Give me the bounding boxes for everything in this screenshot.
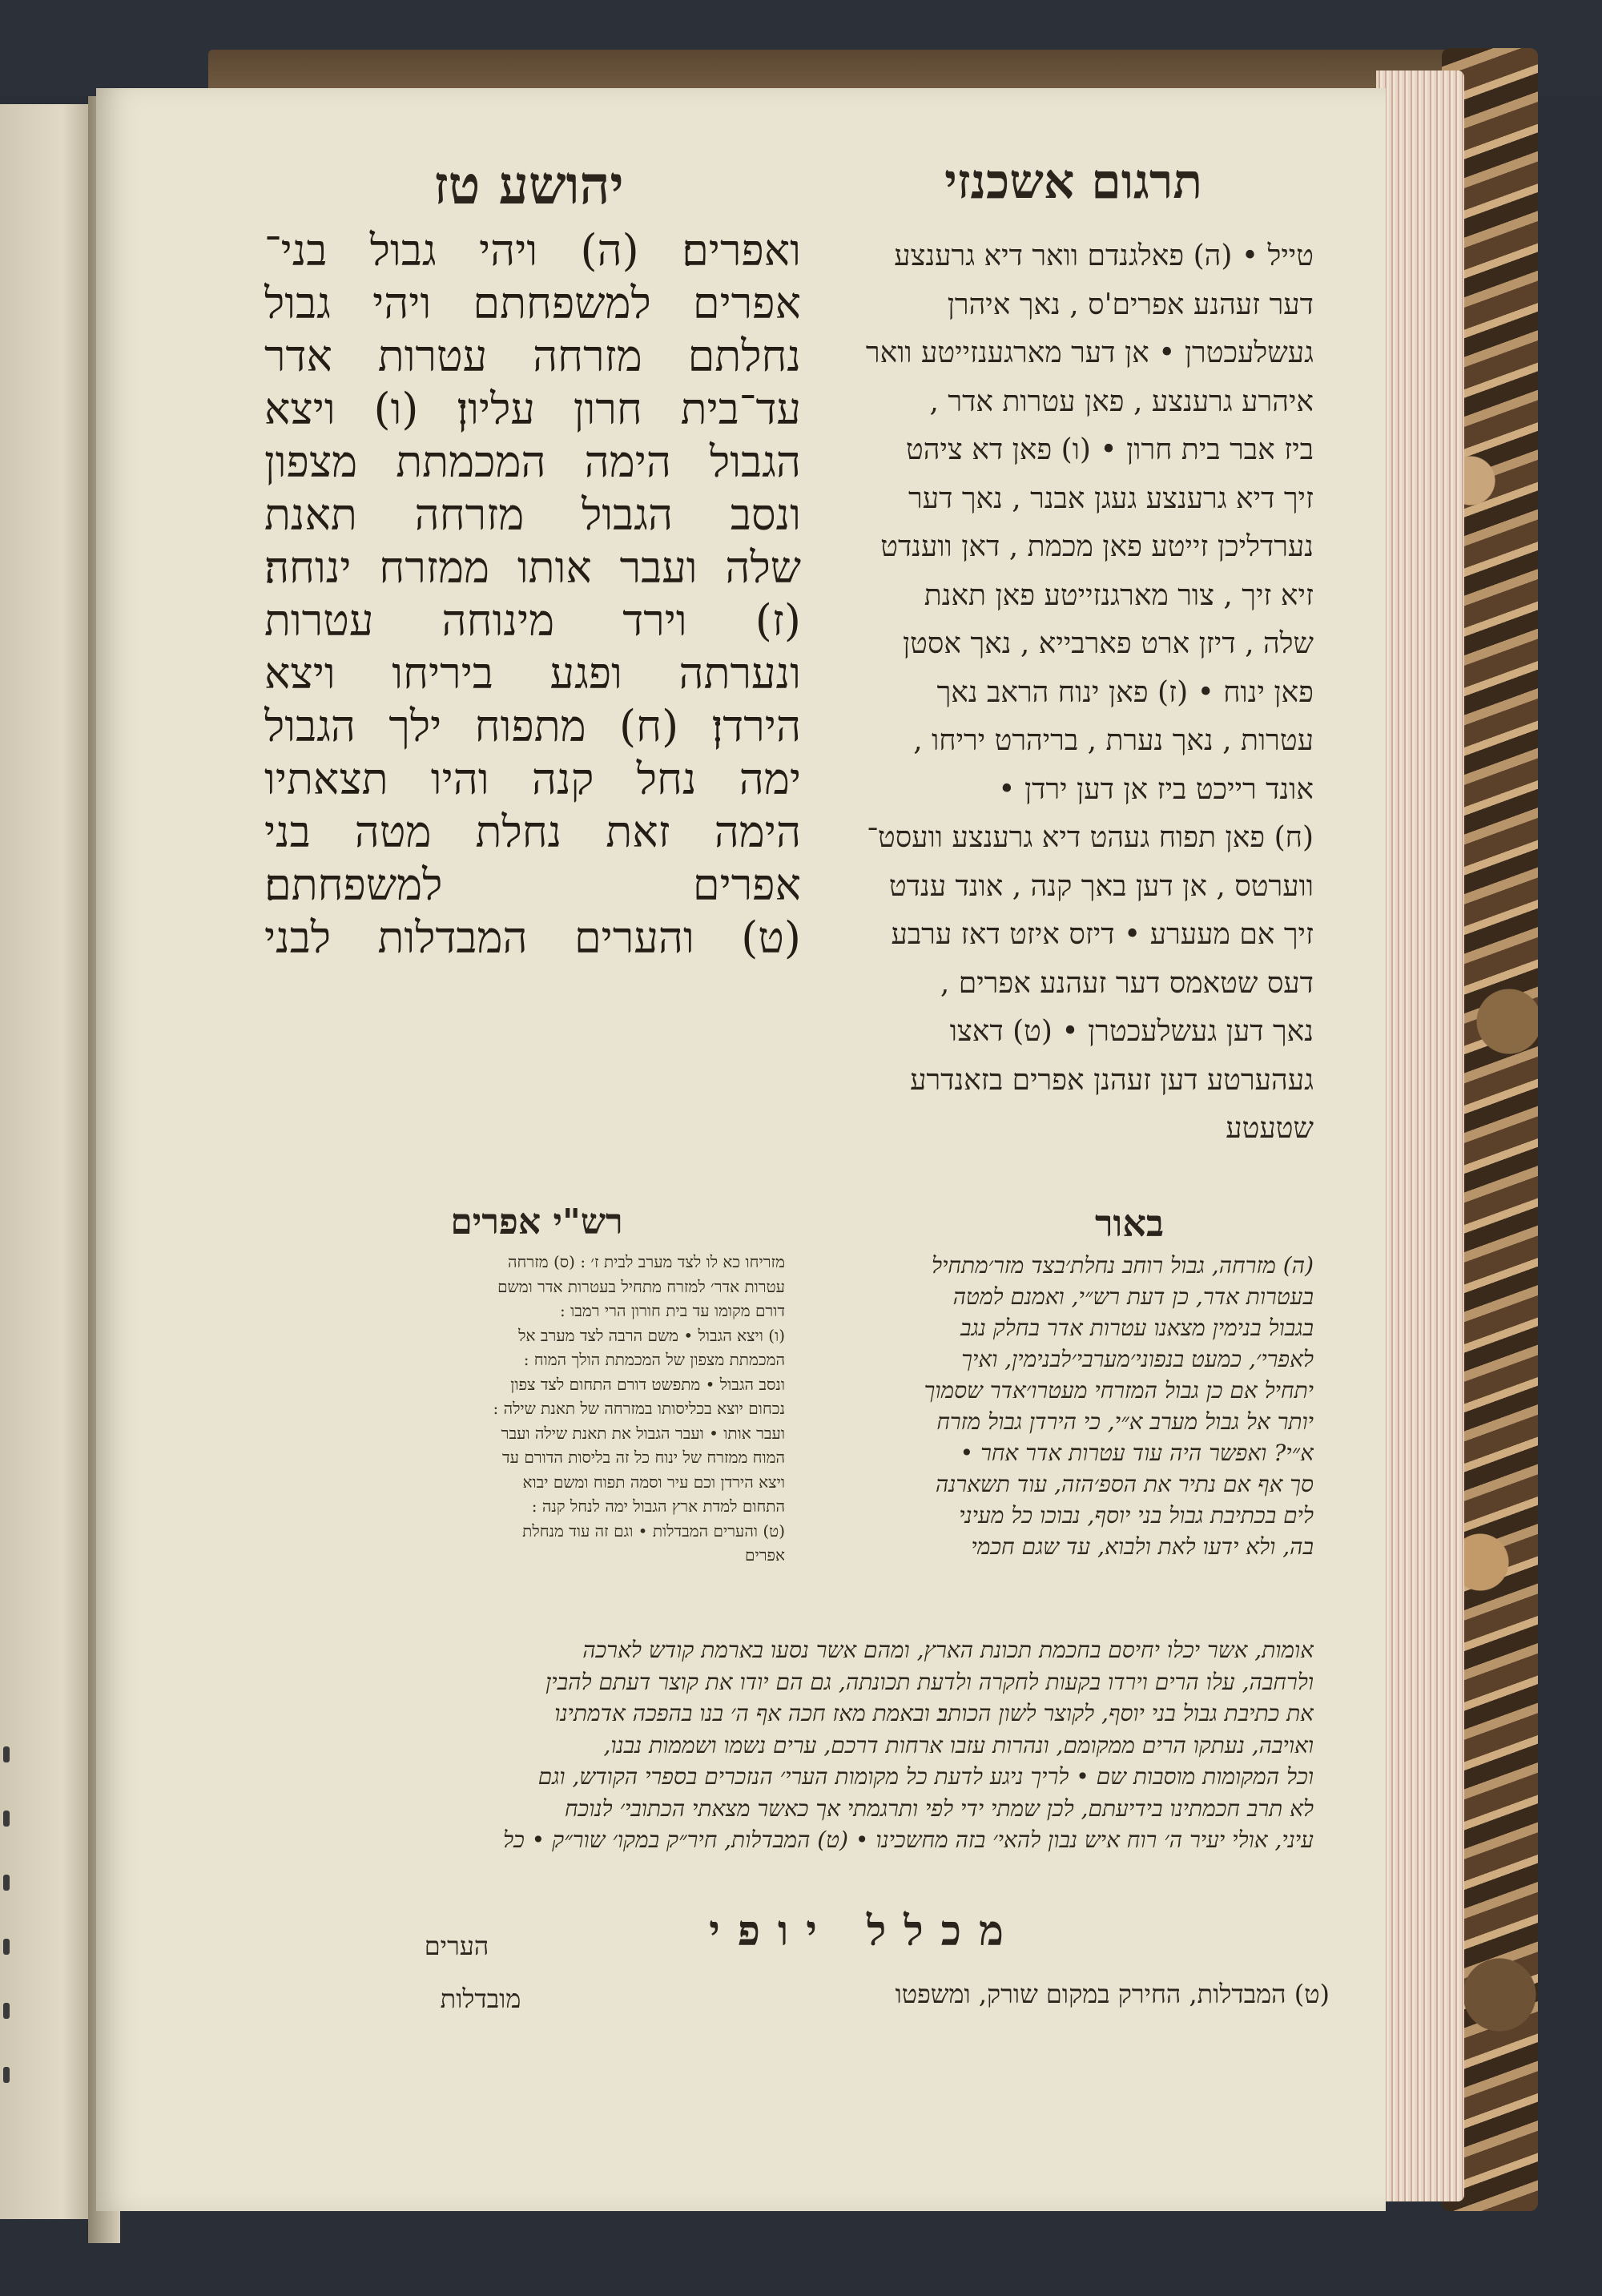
- commentary-line: ועבר אותו • ועבר הגבול את תאנת שילה ועבר: [501, 1423, 785, 1443]
- biur-commentary: [801, 1250, 1314, 1562]
- scripture-line: הימה זאת נחלת מטה בני: [264, 807, 801, 857]
- commentary-line: דורם מקומו עד בית חורון הרי רמבו :: [560, 1301, 785, 1320]
- commentary-line: (ה) מזרחה, גבול רוחב נחלת׳בצד מזר׳מתחיל: [931, 1252, 1314, 1279]
- commentary-line: וכל המקומות מוסבות שם • לריך ניגע לדעת כל מקומות הערי׳ הנזכרים בספרי הקודש, וגם: [537, 1763, 1314, 1790]
- hebrew-scripture-column: [264, 224, 801, 965]
- scripture-line: ימה נחל קנה והיו תצאתיו: [264, 754, 801, 804]
- commentary-line: מזריחו כא לו לצד מערב לבית ז׳ : (ס) מזרחה: [508, 1252, 785, 1271]
- page-header-book-chapter: יהושע טז: [433, 154, 624, 216]
- scripture-line: (ט) והערים המבדלות לבני: [264, 912, 801, 963]
- mikhlal-word-2: מובדלות: [440, 1984, 521, 2014]
- commentary-line: המוח ממזרח של ינוח כל זה בליסות הדורם עד: [502, 1448, 785, 1467]
- page-edges: [1376, 70, 1464, 2201]
- commentary-line: המכמתת מצפון של המכמתת הולך המוח :: [523, 1350, 785, 1369]
- mikhlal-yofi-heading: מכלל יופי: [709, 1907, 1021, 1956]
- translation-line: שטעטע: [1226, 1112, 1314, 1145]
- book-page: [96, 88, 1386, 2211]
- commentary-line: נכחום יוצא בכליסותו במזרחה של תאנת שילה :: [493, 1399, 785, 1418]
- scripture-line: הגבול הימה המכמתת מצפון: [264, 437, 801, 487]
- translation-line: (ח) פאן תפוח געהט דיא גרענצע וועסט־: [867, 821, 1314, 854]
- commentary-line: ונסב הגבול • מתפשט דורם התחום לצד צפון: [510, 1374, 785, 1394]
- biur-commentary-continued: [240, 1634, 1314, 1856]
- commentary-line: בעטרות אדר, כן דעת רש״י, ואמנם למטה: [952, 1283, 1314, 1310]
- translation-line: נאך דען געשלעכטרן • (ט) דאצו: [949, 1015, 1314, 1048]
- translation-line: זיך אם מעערע • דיזס איזט דאז ערבע: [891, 918, 1314, 951]
- commentary-line: לא תרב חכמתינו בידיעתם, לכן שמתי ידי לפי ותרגמתי אך כאשר מצאתי הכתובי׳ לנוכח: [564, 1795, 1314, 1822]
- commentary-line: בה, ולא ידעו לאת ולבוא, עד שגם חכמי: [971, 1533, 1314, 1560]
- scripture-line: עד־בית חרון עליון׃ (ו) ויצא: [264, 384, 801, 434]
- translation-line: נערדליכן זייטע פאן מכמת , דאן ווענדט: [880, 530, 1314, 563]
- translation-line: שלה , דיזן ארט פארבייא , נאך אסטן: [903, 627, 1314, 660]
- commentary-line: לים בכתיבת גבול בני יוסף, נבוכו כל מעיני: [959, 1502, 1314, 1529]
- translation-line: דעס שטאמס דער זעהנע אפרים ,: [940, 966, 1314, 1000]
- biur-heading: באור: [1094, 1202, 1165, 1245]
- page-edge-mark: [3, 1875, 10, 1891]
- commentary-line: ולרחבה, עלו הרים וירדו בקעות לחקרה ולדעת תכונתה, גם הם יודו את קוצר דעתם להבין: [545, 1668, 1314, 1695]
- translation-line: זיא זיך , צור מארגנזייטע פאן תאנת: [924, 578, 1314, 612]
- scripture-line: ונערתה ופגע ביריחו ויצא: [264, 648, 801, 699]
- translation-line: געהערטע דען זעהנן אפרים בזאנדרע: [910, 1063, 1314, 1097]
- commentary-line: א״י? ואפשר היה עוד עטרות אדר אחר •: [960, 1440, 1314, 1466]
- commentary-line: ויצא הירדן וכם עיר וסמה תפוח ומשם יבוא: [522, 1472, 785, 1492]
- commentary-line: יתחיל אם כן גבול המזרחי מעטרו׳אדר שסמוך: [924, 1377, 1314, 1404]
- commentary-line: (ו) ויצא הגבול • משם הרבה לצד מערב אל: [518, 1325, 785, 1345]
- yiddish-translation-column: [785, 232, 1314, 1154]
- mikhlal-yofi-note: (ט) המבדלות, החירק במקום שורק, ומשפטו: [895, 1979, 1330, 2009]
- translation-line: ווערטס , אן דען באך קנה , אונד ענדט: [888, 869, 1314, 903]
- translation-line: טייל • (ה) פאלגנדם וואר דיא גרענצע: [894, 240, 1314, 272]
- page-header-translation: תרגום אשכנזי: [944, 154, 1202, 210]
- translation-line: זיך דיא גרענצע געגן אבנר , נאך דער: [908, 481, 1314, 515]
- commentary-line: יותר אל גבול מערב א״י, כי הירדן גבול מזרח: [936, 1408, 1314, 1435]
- rashi-commentary: [224, 1250, 785, 1568]
- commentary-line: עיני, אולי יעיר ה׳ רוח איש נבון להאי׳ בזה מחשכינו • (ט) המבדלות, חיר״ק במקו׳ שור״ק • כל: [503, 1827, 1314, 1853]
- commentary-line: אפרים: [744, 1545, 785, 1565]
- scripture-line: נחלתם מזרחה עטרות אדר: [264, 331, 801, 381]
- translation-line: ביז אבר בית חרון • (ו) פאן דא ציהט: [906, 433, 1314, 466]
- commentary-line: סך אף אם נתיר את הספ׳הזה, עוד תשארנה: [935, 1471, 1314, 1497]
- page-edge-mark: [3, 1811, 10, 1827]
- translation-line: פאן ינוח • (ז) פאן ינוח הראב נאך: [936, 675, 1314, 709]
- commentary-line: בגבול בנימין מצאנו עטרות אדר בחלק נגב: [960, 1315, 1314, 1341]
- translation-line: אונד רייכט ביז אן דען ירדן •: [998, 772, 1314, 806]
- commentary-line: את כתיבת גבול בני יוסף, לקוצר לשון הכותב׃ ובאמת מאז חכה אף ה׳ בנו בהפכה אדמתינו: [554, 1700, 1314, 1726]
- translation-line: דער זעהנע אפרים'ס , נאך איהרן: [947, 288, 1314, 321]
- scripture-line: (ז) וירד מינוחה עטרות: [264, 595, 801, 646]
- scripture-line: ואפרים׃ (ה) ויהי גבול בני־: [264, 225, 801, 276]
- page-edge-mark: [3, 2003, 10, 2019]
- translation-line: איהרע גרענצע , פאן עטרות אדר ,: [929, 385, 1314, 418]
- mikhlal-word-1: הערים: [424, 1931, 489, 1961]
- translation-line: עטרות , נאך נערת , בריהרט יריחו ,: [913, 724, 1314, 757]
- scripture-line: אפרים למשפחתם׃: [264, 860, 801, 910]
- commentary-line: אומות, אשר יכלו יחיסם בחכמת תכונת הארץ, ומהם אשר נסעו בארמת קודש לארכה: [582, 1637, 1314, 1663]
- scripture-line: שלה ועבר אותו ממזרח ינוחה׃: [264, 542, 801, 593]
- page-edge-mark: [3, 1746, 10, 1762]
- scripture-line: אפרים למשפחתם ויהי גבול: [264, 278, 801, 328]
- commentary-line: התחום למדת ארץ הגבול ימה לנחל קנה :: [531, 1496, 785, 1516]
- translation-line: געשלעכטרן • אן דער מארגענזייטע וואר: [865, 336, 1314, 369]
- rashi-heading: רש"י אפרים: [450, 1202, 623, 1243]
- page-edge-mark: [3, 1939, 10, 1955]
- commentary-line: לאפרי׳, כמעט בנפוני׳מערבי׳לבנימין, ואיך: [961, 1346, 1314, 1372]
- commentary-line: (ט) והערים המבדלות • וגם זה עוד מנחלת: [522, 1521, 785, 1541]
- commentary-line: ואויבה, נעתקו הרים ממקומם, ונהרות עזבו ארחות דרכם, ערים נשמו ושממות נבנו,: [603, 1731, 1314, 1758]
- scripture-line: ונסב הגבול מזרחה תאנת: [264, 489, 801, 540]
- scripture-line: הירדן׃ (ח) מתפוח ילך הגבול: [264, 701, 801, 751]
- page-edge-mark: [3, 2067, 10, 2083]
- commentary-line: עטרות אדר׳ למזרח מתחיל בעטרות אדר ומשם: [497, 1276, 785, 1296]
